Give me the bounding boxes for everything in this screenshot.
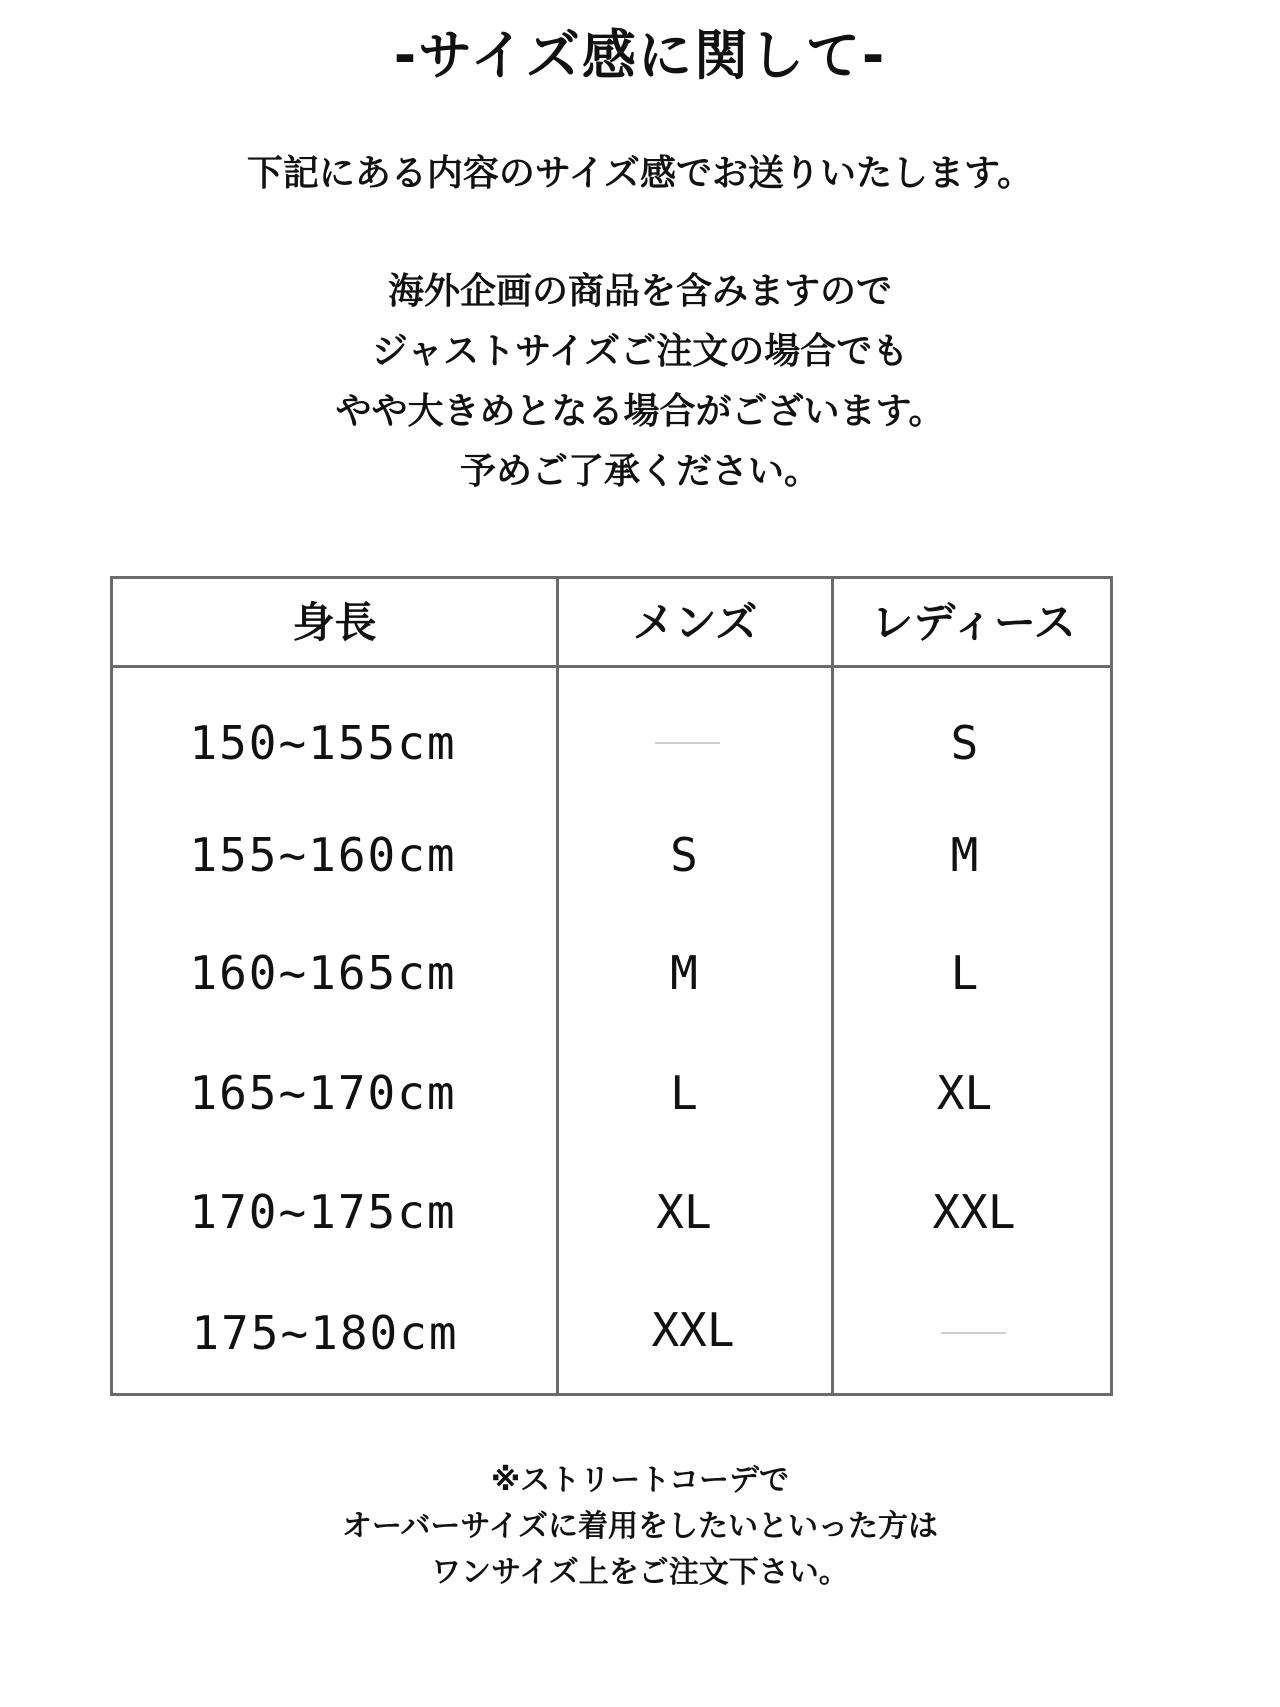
- table-row-height: 150~155cm: [189, 716, 457, 770]
- empty-cell-dash: [655, 742, 720, 744]
- table-row-ladies: S: [950, 716, 979, 770]
- table-row-mens: M: [670, 946, 698, 1000]
- table-row-ladies: M: [950, 828, 979, 882]
- table-row-mens: S: [670, 828, 698, 882]
- footnote-line: ワンサイズ上をご注文下さい。: [431, 1555, 849, 1590]
- size-table: [110, 576, 1113, 1396]
- intro-text: 下記にある内容のサイズ感でお送りいたします。: [246, 153, 1034, 194]
- table-row-ladies: L: [950, 946, 979, 1000]
- header-ladies: レディース: [871, 598, 1076, 647]
- notice-line: 海外企画の商品を含みますので: [387, 271, 892, 312]
- page-title: -サイズ感に関して-: [393, 24, 887, 87]
- footnote-line: ※ストリートコーデで: [491, 1463, 789, 1498]
- table-row-mens: XL: [656, 1185, 712, 1239]
- footnote-block: [0, 1458, 1280, 1596]
- table-row-ladies: XL: [936, 1066, 993, 1120]
- notice-line: やや大きめとなる場合がございます。: [335, 391, 945, 432]
- table-row-ladies: XXL: [932, 1185, 1016, 1239]
- table-row-height: 155~160cm: [189, 828, 457, 882]
- header-divider: [113, 665, 1110, 668]
- table-row-height: 160~165cm: [189, 946, 457, 1000]
- footnote-line: オーバーサイズに着用をしたいといった方は: [341, 1509, 939, 1544]
- table-row-height: 170~175cm: [189, 1185, 457, 1239]
- header-height: 身長: [292, 598, 377, 647]
- table-row-mens: L: [670, 1066, 698, 1120]
- table-row-height: 175~180cm: [191, 1306, 459, 1360]
- notice-line: ジャストサイズご注文の場合でも: [371, 331, 909, 372]
- empty-cell-dash: [941, 1332, 1006, 1334]
- header-mens: メンズ: [632, 598, 758, 647]
- table-row-mens: XXL: [651, 1303, 735, 1357]
- table-row-height: 165~170cm: [189, 1066, 457, 1120]
- notice-line: 予めご了承ください。: [459, 451, 820, 492]
- notice-block: [0, 262, 1280, 502]
